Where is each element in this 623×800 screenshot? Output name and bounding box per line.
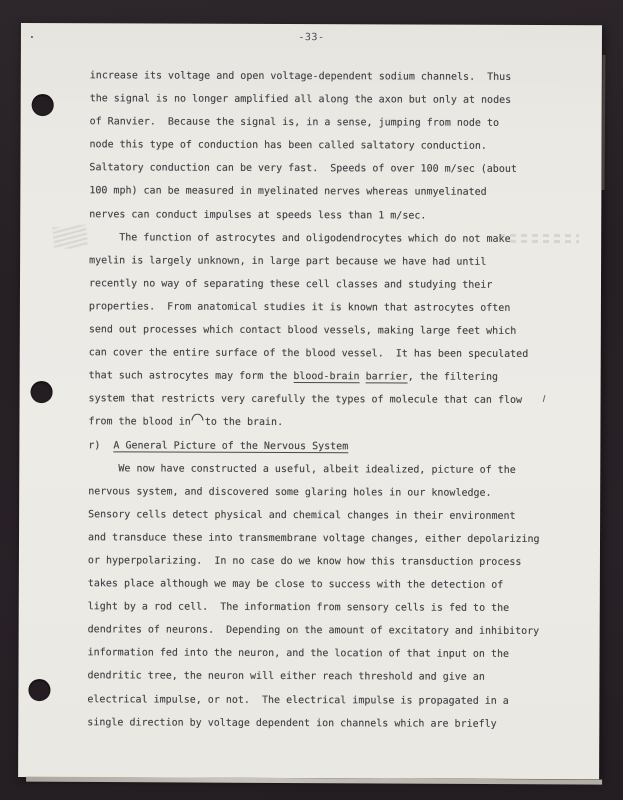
text-segment: that such astrocytes may form the [88,370,294,383]
typewritten-text [87,64,588,736]
text-line: system that restricts very carefully the types of molecule that can flow [88,393,523,407]
text-line: 100 mph) can be measured in myelinated nerves whereas unmyelinated [89,185,487,199]
text-line [88,411,586,436]
dust-speck [31,36,33,38]
underlying-sheet-edge [602,55,606,190]
text-segment: to the brain. [204,417,284,429]
text-line: Saltatory conduction can be very fast. Speeds of over 100 m/sec (about [89,162,517,176]
text-line: the signal is no longer amplified all along the axon but only at nodes [89,93,512,106]
text-line: single direction by voltage dependent ion channels which are briefly [87,716,497,730]
text-line: nerves can conduct impulses at speeds less than 1 m/sec. [89,208,427,222]
heading-title: A General Picture of the Nervous System [113,439,349,452]
text-line: or hyperpolarizing. In no case do we know how this transduction process [87,555,522,568]
text-segment: , the filtering [407,371,499,384]
text-line: dendritic tree, the neuron will either reach threshold and give an [87,670,485,684]
heading-marker: r) [88,439,101,451]
text-line: properties. From anatomical studies it is known that astrocytes often [88,301,511,314]
text-line: The function of astrocytes and oligodendrocytes which do not make [89,231,511,245]
text-line: Sensory cells detect physical and chemical changes in their environment [88,509,516,522]
text-line: myelin is largely unknown, in large part because we have had until [89,255,487,268]
text-line: send out processes which contact blood vessels, making large feet which [88,324,517,337]
text-line: We now have constructed a useful, albeit idealized, picture of the [88,462,516,476]
text-line: and transduce these into transmembrane voltage changes, either depolarizing [88,532,540,545]
text-line: node this type of conduction has been called saltatory conduction. [89,139,487,153]
underlined-term: blood-brain [293,371,360,383]
text-line: can cover the entire surface of the blood vessel. It has been speculated [88,347,529,361]
hole-punch [32,94,54,116]
hole-punch [28,679,50,701]
text-line: dendrites of neurons. Depending on the amount of excitatory and inhibitory [87,624,540,638]
hole-punch [31,381,53,403]
underlined-term: barrier [365,371,408,383]
smudge-mark [52,225,88,250]
text-line: recently no way of separating these cell classes and studying their [88,278,493,291]
page-number: -33- [298,32,325,44]
text-line: electrical impulse, or not. The electrical impulse is propagated in a [87,693,509,707]
text-line: nervous system, and discovered some glaring holes in our knowledge. [88,485,492,499]
insertion-caret-mark [192,414,204,421]
text-line: information fed into the neuron, and the location of that input on the [87,647,510,661]
text-segment: from the blood in [88,416,191,429]
text-line: light by a rod cell. The information from sensory cells is fed to the [87,601,510,615]
scanned-page [18,23,602,779]
text-line: of Ranvier. Because the signal is, in a sense, jumping from node to [89,116,500,130]
text-line: takes place although we may be close to success with the detection of [87,578,504,591]
section-heading [88,434,586,459]
text-line [89,364,587,389]
text-line: increase its voltage and open voltage-dependent sodium channels. Thus [89,70,512,83]
